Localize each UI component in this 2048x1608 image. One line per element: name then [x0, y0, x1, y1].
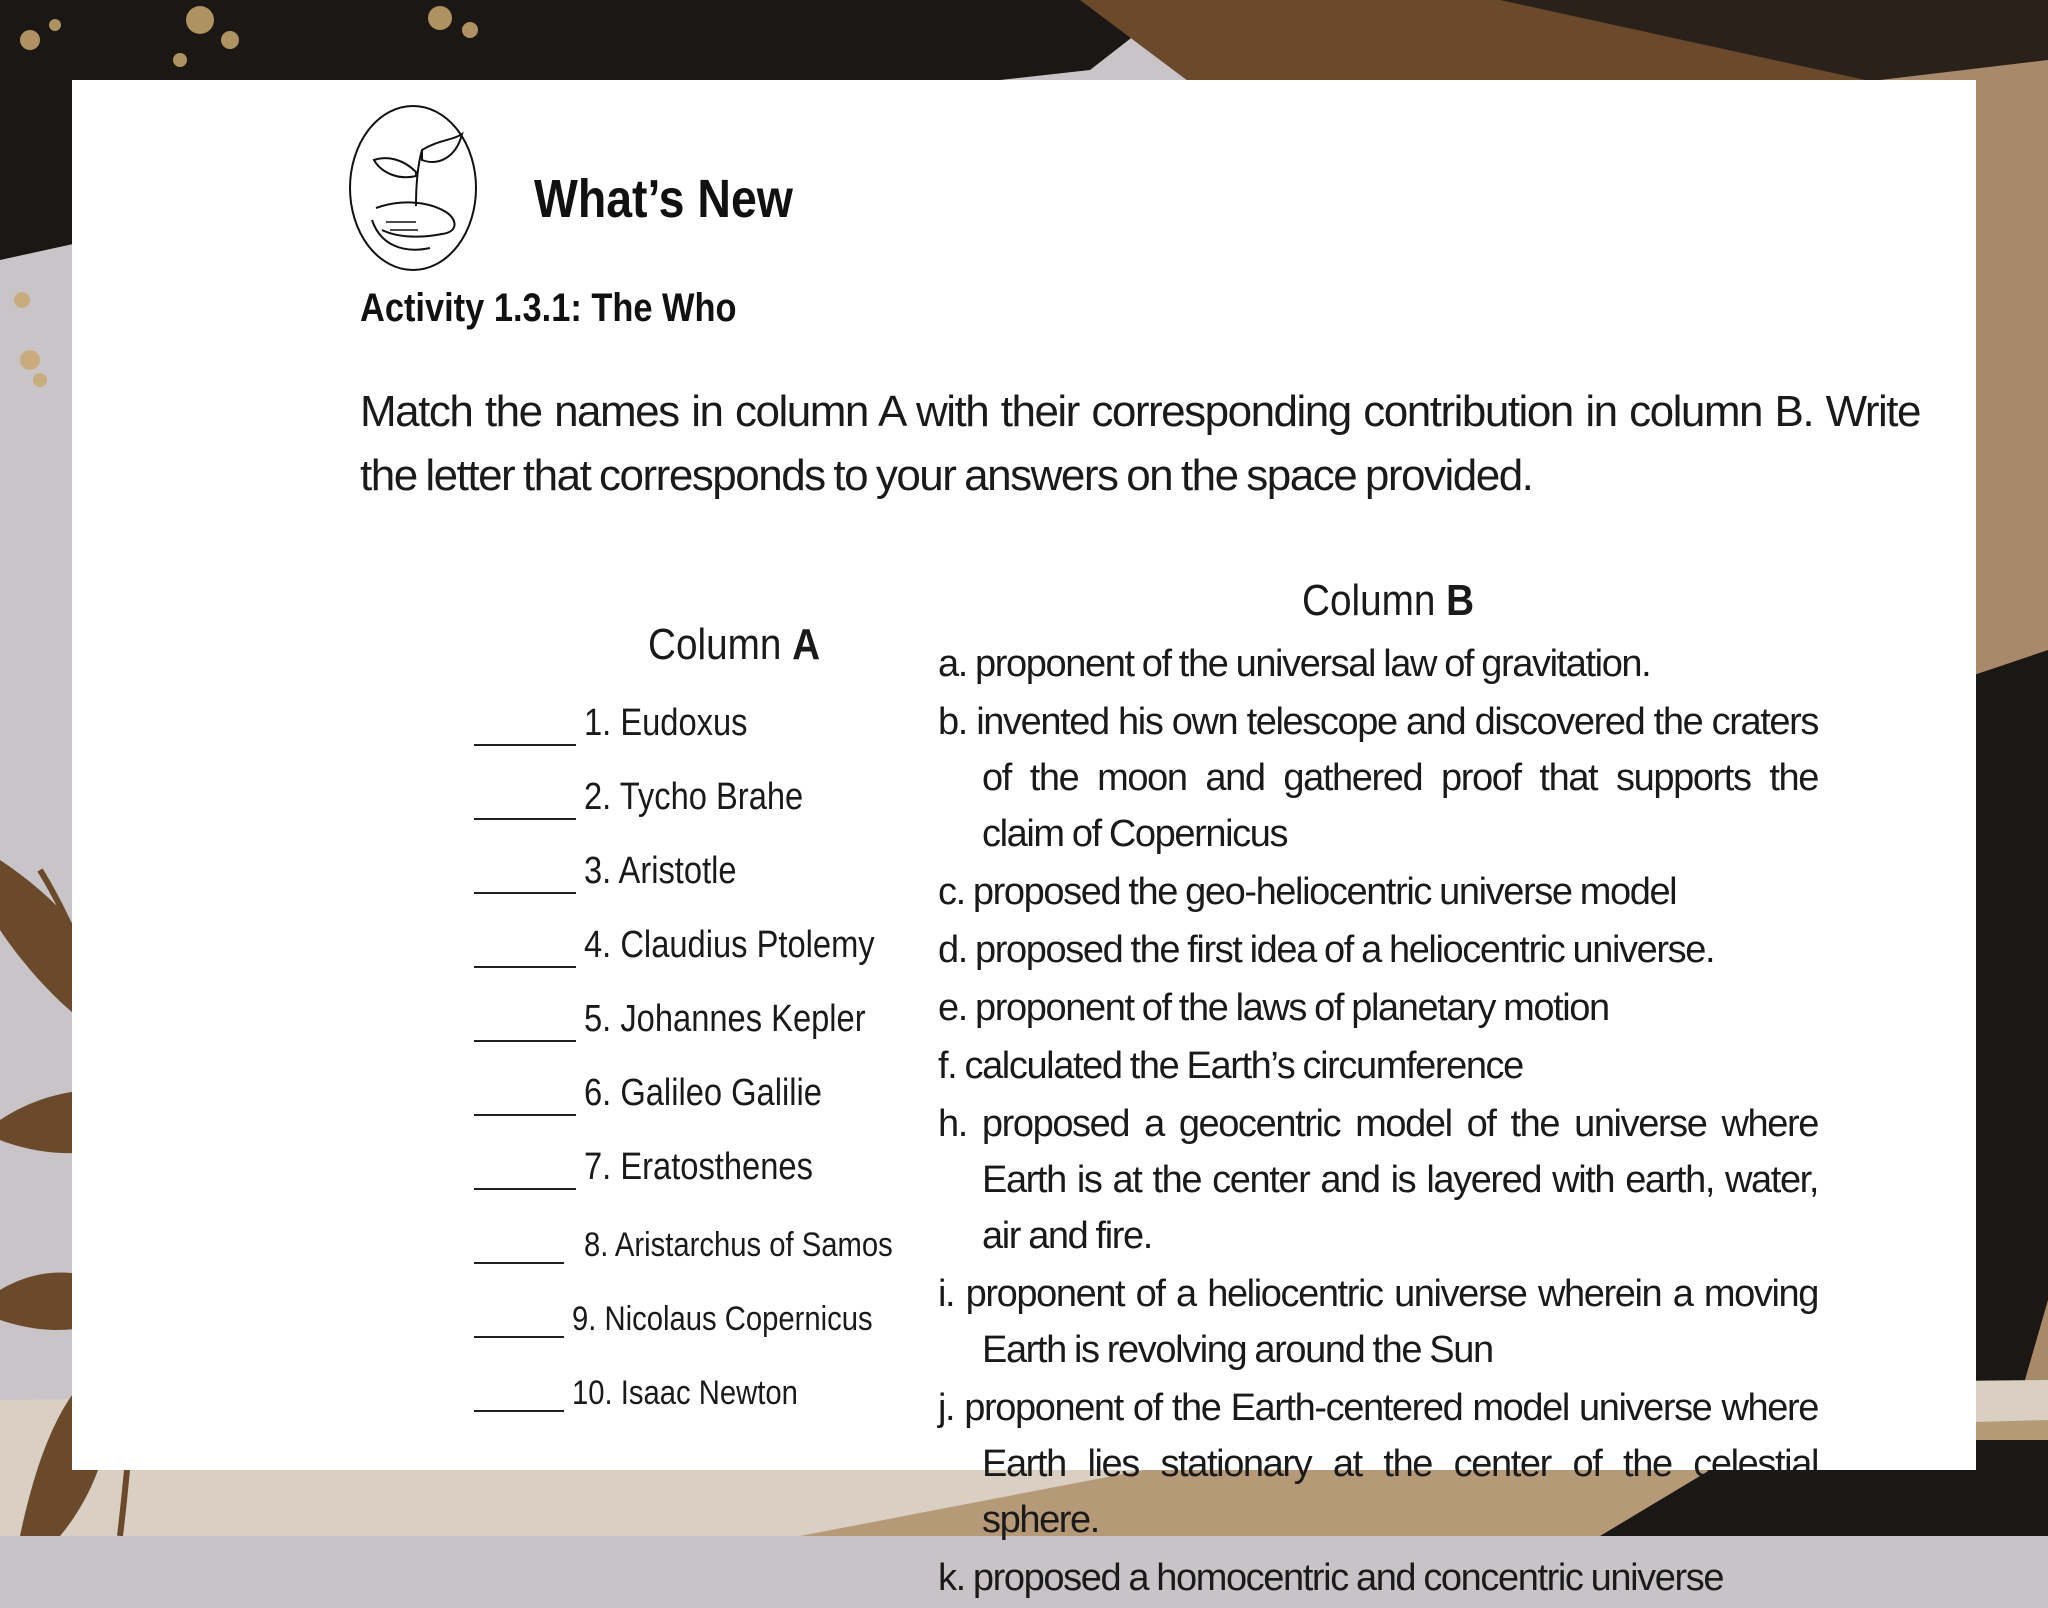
instructions: Match the names in column A with their corresponding contribution in column B. Write the letter that corresponds to your answers on the space provided.	[360, 387, 1920, 500]
activity-title: Activity 1.3.1: The Who	[360, 286, 737, 330]
answer-blank[interactable]	[474, 818, 576, 820]
answer-blank[interactable]	[474, 744, 576, 746]
worksheet-page: What’s New Activity 1.3.1: The Who Match the names in column A with their corresponding contribution in column B. Write the letter that corresponds to your answers on the space provided. Column A Column B 1. Eudoxus 2. Tycho Brahe 3. Aristotle 4. Claudius Ptolemy 5. Johannes Kepler 6. Galileo Galilie 7. Eratosthenes 8. Aristarchus of Samos 9. Nicolaus Copernicus 10. Isaac Newton a. proponent of the universal law of gravitation. b. invented his own telescope and discovered the craters of the moon and gathered proof that supports the claim of Copernicus c. proposed the geo-heliocentric universe model d. proposed the first idea of a heliocentric universe. e. proponent of the laws of planetary motion f. calculated the Earth’s circumference h. proposed a geocentric model of the universe where Earth is at the center and is layered with earth, water, air and fire. i. proponent of a heliocentric universe wherein a moving Earth is revolving around the Sun j. proponent of the Earth-centered model universe where Earth lies stationary at the center of the celestial sphere. k. proposed a homocentric and concentric universe	[72, 80, 1976, 1470]
answer-blank[interactable]	[474, 1336, 564, 1338]
list-item: b. invented his own telescope and discovered the craters of the moon and gathered proof that supports the claim of Copernicus	[938, 701, 1818, 855]
list-item: h. proposed a geocentric model of the universe where Earth is at the center and is layered with earth, water, air and fire.	[938, 1103, 1818, 1257]
list-item: d. proposed the first idea of a heliocentric universe.	[938, 929, 1715, 971]
answer-blank[interactable]	[474, 966, 576, 968]
column-a-header: Column A	[648, 620, 821, 669]
list-item: a. proponent of the universal law of gravitation.	[938, 643, 1651, 685]
list-item: e. proponent of the laws of planetary motion	[938, 987, 1609, 1029]
answer-blank[interactable]	[474, 1262, 564, 1264]
column-b-list	[938, 636, 1818, 1608]
list-item: i. proponent of a heliocentric universe wherein a moving Earth is revolving around the Sun	[938, 1273, 1818, 1371]
answer-blank[interactable]	[474, 1040, 576, 1042]
list-item: f. calculated the Earth’s circumference	[938, 1045, 1523, 1087]
section-heading: What’s New	[534, 169, 793, 229]
answer-blank[interactable]	[474, 1188, 576, 1190]
answer-blank[interactable]	[474, 892, 576, 894]
list-item: c. proposed the geo-heliocentric universe model	[938, 871, 1677, 913]
answer-blank[interactable]	[474, 1114, 576, 1116]
list-item: j. proponent of the Earth-centered model universe where Earth lies stationary at the center of the celestial sphere.	[938, 1387, 1818, 1541]
column-b-header: Column B	[1302, 576, 1475, 625]
plant-in-hand-icon	[346, 102, 480, 274]
answer-blank[interactable]	[474, 1410, 564, 1412]
list-item: k. proposed a homocentric and concentric universe	[938, 1557, 1724, 1599]
